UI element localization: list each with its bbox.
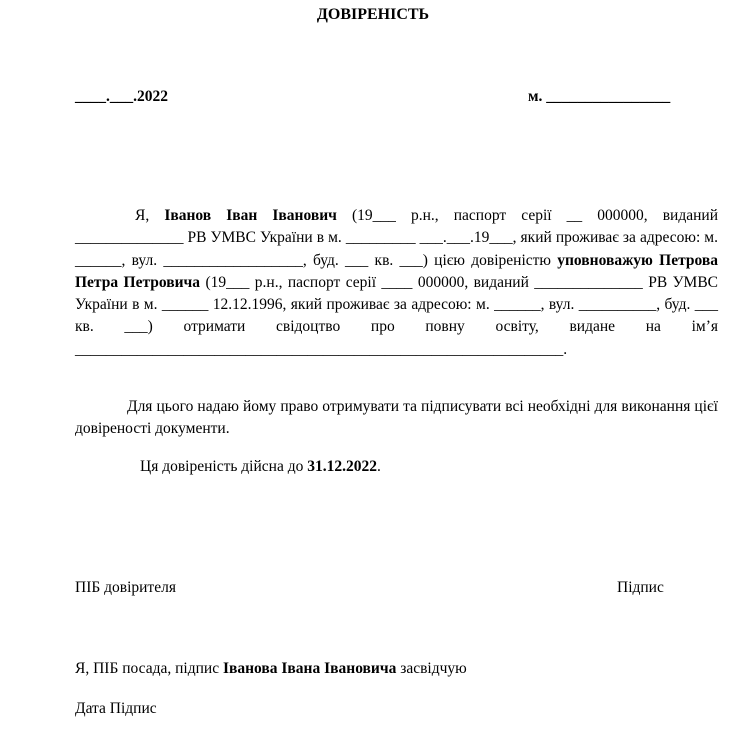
principal-name: Іванов Іван Іванович	[164, 207, 337, 224]
signature-label: Підпис	[617, 579, 664, 596]
date-signature-line: Дата Підпис	[75, 700, 157, 717]
date-line: ____.___.2022	[75, 88, 168, 105]
certify-suffix: засвідчую	[396, 660, 467, 677]
paragraph-text-start: Я,	[135, 207, 150, 224]
main-paragraph	[75, 205, 718, 361]
certify-name: Іванова Івана Івановича	[222, 660, 397, 677]
city-line: м. ________________	[528, 88, 671, 105]
authorized-details: (19___ р.н., паспорт серії ____ 000000, виданий ______________ РВ УМВС України в м. ______ 12.12.1996, який проживає за адресою: м. ______, вул. __________, буд. ___ кв. ___) отримати свідоцтво про повну освіту, видане на ім’я _______________________________________________________________.	[75, 273, 719, 358]
certify-prefix: Я, ПІБ посада, підпис	[75, 660, 220, 677]
validity-line	[140, 459, 381, 475]
document-title: ДОВІРЕНІСТЬ	[316, 6, 430, 23]
validity-date: 31.12.2022	[307, 458, 377, 475]
principal-label: ПІБ довірителя	[75, 579, 176, 596]
rights-paragraph: Для цього надаю йому право отримувати та підписувати всі необхідні для виконання цієї довіреності документи.	[75, 398, 718, 438]
principal-details: (19___ р.н., паспорт серії __ 000000, виданий ______________ РВ УМВС України в м. _________ ___.___.19___, який проживає за адресою: м. ______, вул. __________________, буд. ___ кв. ___) цією довіреністю	[75, 207, 718, 269]
certification-line	[75, 661, 467, 677]
validity-suffix: .	[376, 458, 381, 475]
validity-prefix: Ця довіреність дійсна до	[140, 458, 304, 475]
authorized-person: уповноважую Петрова Петра Петровича	[75, 251, 718, 291]
